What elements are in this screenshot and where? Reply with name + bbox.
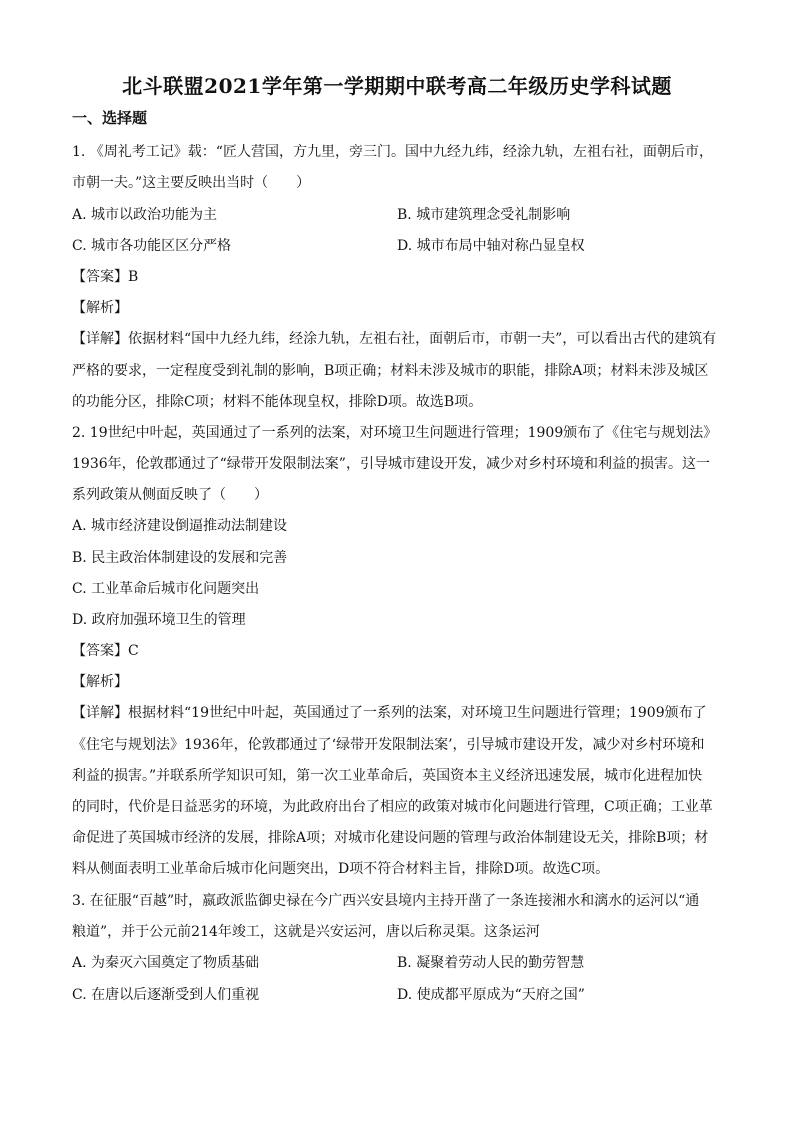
q1-detail-line-1: 【详解】依据材料“国中九经九纬，经涂九轨，左祖右社，面朝后市，市朝一夫”，可以看出古代的建筑有: [72, 331, 717, 347]
page-title: 北斗联盟2021学年第一学期期中联考高二年级历史学科试题: [122, 74, 672, 98]
q1-option-b: B. 城市建筑理念受礼制影响: [397, 207, 571, 223]
q3-option-d: D. 使成都平原成为“天府之国”: [397, 987, 585, 1003]
q1-option-a: A. 城市以政治功能为主: [72, 207, 218, 223]
q1-option-d: D. 城市布局中轴对称凸显皇权: [397, 238, 585, 254]
q2-detail-line-5: 命促进了英国城市经济的发展，排除A项；对城市化建设问题的管理与政治体制建设无关，排除B项；材: [72, 830, 709, 846]
q3-option-b: B. 凝聚着劳动人民的勤劳智慧: [397, 955, 585, 971]
q1-detail-line-2: 严格的要求，一定程度受到礼制的影响，B项正确；材料未涉及城市的职能，排除A项；材料未涉及城区: [72, 363, 709, 379]
q1-answer: 【答案】B: [72, 269, 139, 285]
q2-option-c: C. 工业革命后城市化问题突出: [72, 581, 260, 597]
q3-stem-line-2: 粮道”，并于公元前214年竣工，这就是兴安运河，唐以后称灵渠。这条运河: [72, 924, 540, 940]
q3-option-c: C. 在唐以后逐渐受到人们重视: [72, 987, 260, 1003]
q1-option-c: C. 城市各功能区区分严格: [72, 238, 232, 254]
q2-option-d: D. 政府加强环境卫生的管理: [72, 612, 246, 628]
q2-detail-line-2: 《住宅与规划法》1936年，伦敦郡通过了‘绿带开发限制法案’，引导城市建设开发，减少对乡村环境和: [72, 737, 705, 753]
q3-stem-line-1: 3. 在征服“百越”时，嬴政派监御史禄在今广西兴安县境内主持开凿了一条连接湘水和漓水的运河以“通: [72, 893, 700, 909]
q3-option-a: A. 为秦灭六国奠定了物质基础: [72, 955, 260, 971]
q2-option-b: B. 民主政治体制建设的发展和完善: [72, 550, 288, 566]
q1-stem-line-2: 市朝一夫。”这主要反映出当时（ ）: [72, 175, 311, 191]
q2-stem-line-1: 2. 19世纪中叶起，英国通过了一系列的法案，对环境卫生问题进行管理；1909颁布了《住宅与规划法》: [72, 425, 718, 441]
q2-stem-line-3: 系列政策从侧面反映了（ ）: [72, 487, 268, 503]
section-heading: 一、选择题: [72, 109, 148, 127]
q2-detail-line-1: 【详解】根据材料“19世纪中叶起，英国通过了一系列的法案，对环境卫生问题进行管理；1909颁布了: [72, 705, 707, 721]
q2-detail-line-6: 料从侧面表明工业革命后城市化问题突出，D项不符合材料主旨，排除D项。故选C项。: [72, 861, 610, 877]
q2-analysis-label: 【解析】: [72, 674, 128, 690]
q2-stem-line-2: 1936年，伦敦郡通过了“绿带开发限制法案”，引导城市建设开发，减少对乡村环境和利益的损害。这一: [72, 456, 710, 472]
q1-analysis-label: 【解析】: [72, 300, 128, 316]
q1-stem-line-1: 1. 《周礼考工记》载：“匠人营国，方九里，旁三门。国中九经九纬，经涂九轨，左祖右社，面朝后市，: [72, 144, 713, 160]
q2-answer: 【答案】C: [72, 643, 139, 659]
q2-detail-line-4: 的同时，代价是日益恶劣的环境，为此政府出台了相应的政策对城市化问题进行管理，C项正确；工业革: [72, 799, 713, 815]
q1-detail-line-3: 的功能分区，排除C项；材料不能体现皇权，排除D项。故选B项。: [72, 394, 483, 410]
q2-option-a: A. 城市经济建设倒逼推动法制建设: [72, 518, 288, 534]
q2-detail-line-3: 利益的损害。”并联系所学知识可知，第一次工业革命后，英国资本主义经济迅速发展，城市化进程加快: [72, 768, 703, 784]
